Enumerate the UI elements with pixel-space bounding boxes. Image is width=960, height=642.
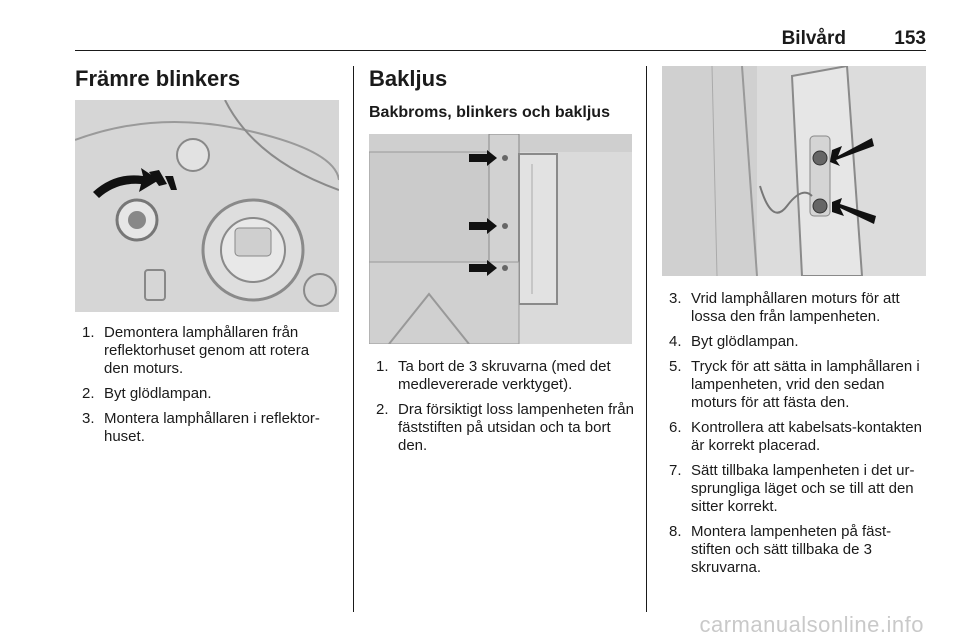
list-item <box>669 462 929 516</box>
step-text: Dra försiktigt loss lampenheten från fäststiften på utsidan och ta bort den. <box>398 401 634 454</box>
step-number: 7. <box>669 462 682 479</box>
step-text: Kontrollera att kabelsats-kontakten är korrekt placerad. <box>691 419 922 454</box>
list-item <box>669 333 929 351</box>
list-item <box>669 523 929 577</box>
list-item <box>82 410 334 446</box>
list-item <box>82 385 334 403</box>
step-number: 6. <box>669 419 682 436</box>
header-rule <box>75 50 926 51</box>
step-number: 1. <box>82 324 95 341</box>
list-item <box>82 324 334 378</box>
step-text: Montera lamphållaren i reflektor-huset. <box>104 410 320 445</box>
steps-rear-light <box>376 358 636 462</box>
step-number: 2. <box>82 385 95 402</box>
step-text: Sätt tillbaka lampenheten i det ur-sprungliga läget och se till att den sitter korrekt. <box>691 462 915 515</box>
step-text: Ta bort de 3 skruvarna (med det medlevererade verktyget). <box>398 358 611 393</box>
step-text: Byt glödlampan. <box>104 385 212 402</box>
column-divider-2 <box>646 66 647 612</box>
page-header <box>75 28 926 50</box>
heading-rear-light: Bakljus <box>369 66 448 91</box>
step-number: 3. <box>82 410 95 427</box>
heading-front-indicator: Främre blinkers <box>75 66 241 91</box>
subheading-rear-light: Bakbroms, blinkers och bakljus <box>369 104 610 121</box>
section-title: Bilvård <box>781 28 846 49</box>
step-number: 4. <box>669 333 682 350</box>
steps-lamp-unit <box>669 290 929 584</box>
figure-front-indicator <box>75 100 339 312</box>
list-item <box>376 358 636 394</box>
step-number: 8. <box>669 523 682 540</box>
figure-lamp-unit <box>662 66 926 276</box>
step-text: Byt glödlampan. <box>691 333 799 350</box>
step-text: Demontera lamphållaren från reflektorhuset genom att rotera den moturs. <box>104 324 310 377</box>
step-text: Montera lampenheten på fäst-stiften och sätt tillbaka de 3 skruvarna. <box>691 523 892 576</box>
column-divider-1 <box>353 66 354 612</box>
watermark: carmanualsonline.info <box>699 612 924 637</box>
list-item <box>376 401 636 455</box>
list-item <box>669 419 929 455</box>
page-number: 153 <box>894 28 926 49</box>
list-item <box>669 290 929 326</box>
step-text: Tryck för att sätta in lamphållaren i lampenheten, vrid den sedan moturs för att fästa den. <box>691 358 920 411</box>
figure-rear-screws <box>369 134 632 344</box>
step-text: Vrid lamphållaren moturs för att lossa den från lampenheten. <box>691 290 900 325</box>
step-number: 5. <box>669 358 682 375</box>
steps-front-indicator <box>82 324 334 453</box>
step-number: 3. <box>669 290 682 307</box>
list-item <box>669 358 929 412</box>
step-number: 1. <box>376 358 389 375</box>
step-number: 2. <box>376 401 389 418</box>
